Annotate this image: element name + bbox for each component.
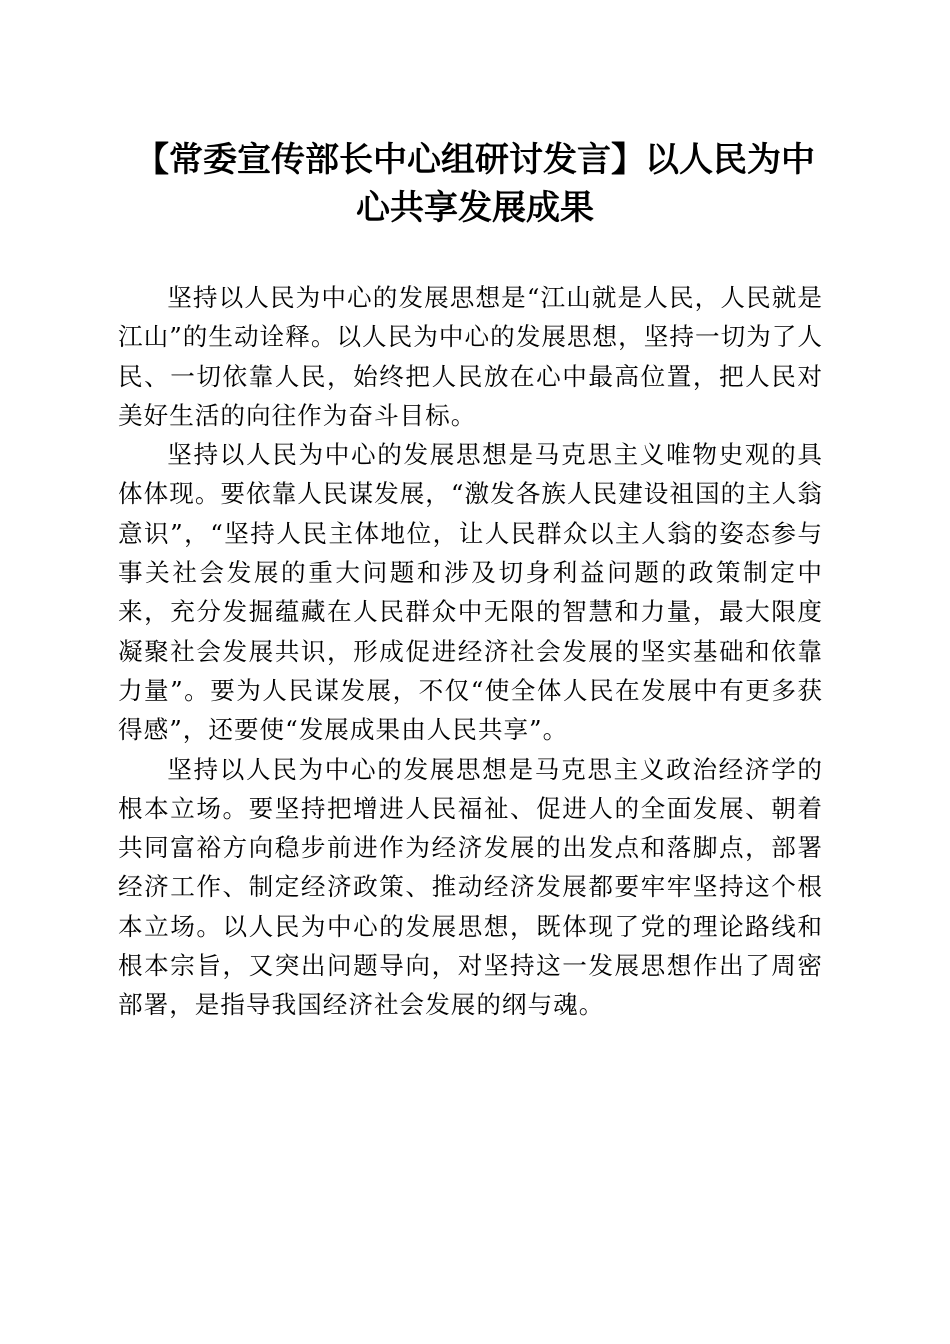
title-line-1: 【常委宣传部长中心组研讨发言】以人民为中 bbox=[135, 140, 815, 180]
paragraph-2: 坚持以人民为中心的发展思想是马克思主义唯物史观的具体体现。要依靠人民谋发展，“激发各族人民建设祖国的主人翁意识”，“坚持人民主体地位，让人民群众以主人翁的姿态参与事关社会发展的重大问题和涉及切身利益问题的政策制定中来，充分发掘蕴藏在人民群众中无限的智慧和力量，最大限度凝聚社会发展共识，形成促进经济社会发展的坚实基础和依靠力量”。要为人民谋发展，不仅“使全体人民在发展中有更多获得感”，还要使“发展成果由人民共享”。 bbox=[118, 440, 823, 745]
paragraph-3: 坚持以人民为中心的发展思想是马克思主义政治经济学的根本立场。要坚持把增进人民福祉、促进人的全面发展、朝着共同富裕方向稳步前进作为经济发展的出发点和落脚点，部署经济工作、制定经济政策、推动经济发展都要牢牢坚持这个根本立场。以人民为中心的发展思想，既体现了党的理论路线和根本宗旨，又突出问题导向，对坚持这一发展思想作出了周密部署，是指导我国经济社会发展的纲与魂。 bbox=[118, 754, 823, 1020]
paragraph-1: 坚持以人民为中心的发展思想是“江山就是人民，人民就是江山”的生动诠释。以人民为中心的发展思想，坚持一切为了人民、一切依靠人民，始终把人民放在心中最高位置，把人民对美好生活的向往作为奋斗目标。 bbox=[118, 283, 823, 430]
document-title bbox=[120, 136, 830, 232]
title-line-2: 心共享发展成果 bbox=[356, 188, 594, 228]
document-body bbox=[118, 278, 823, 1025]
